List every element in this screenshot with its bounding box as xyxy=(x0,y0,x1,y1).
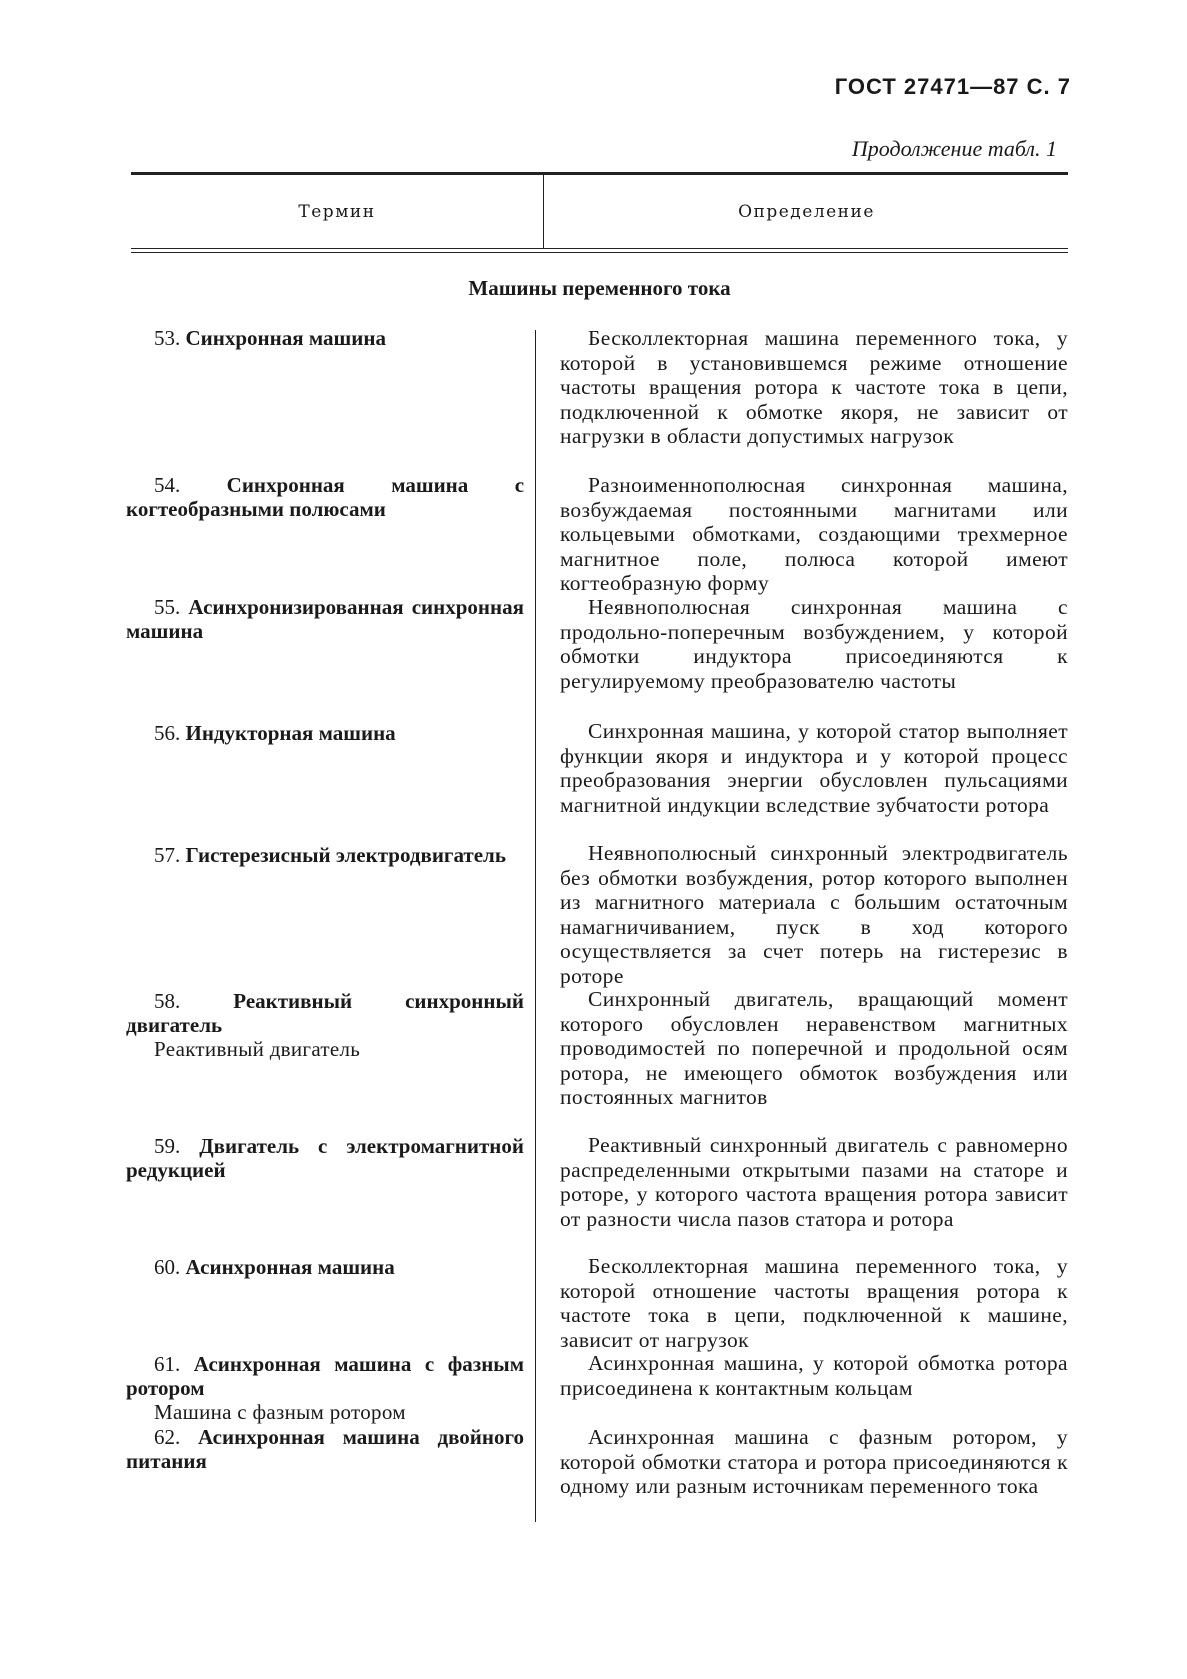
term-cell xyxy=(126,1425,524,1473)
term-number: 62. xyxy=(154,1425,181,1449)
term-number: 58. xyxy=(154,989,181,1013)
term-cell xyxy=(126,1255,524,1279)
definition-text: Бесколлекторная машина переменного тока, у которой в установившемся режиме отношение частоты вращения ротора к частоте тока в цепи, подключенной к обмотке якоря, не зависит от нагрузки в области допустимых нагрузок xyxy=(560,326,1068,449)
table-top-rule xyxy=(131,172,1068,175)
term-cell xyxy=(126,473,524,521)
term-text: Двигатель с электромагнитной редукцией xyxy=(126,1134,524,1182)
term-cell xyxy=(126,843,524,867)
term-number: 56. xyxy=(154,721,181,745)
term-cell xyxy=(126,1352,524,1424)
term-number: 57. xyxy=(154,843,181,867)
term-cell xyxy=(126,595,524,643)
term-text: Асинхронная машина xyxy=(185,1255,395,1279)
term-cell xyxy=(126,326,524,350)
definition-text: Разноименнополюсная синхронная машина, возбуждаемая постоянными магнитами или кольцевыми обмотками, создающими трехмерное магнитное поле, полюса которой имеют когтеобразную форму xyxy=(560,473,1068,596)
term-text: Асинхронная машина с фазным ротором xyxy=(126,1352,524,1400)
definition-text: Асинхронная машина с фазным ротором, у которой обмотки статора и ротора присоединяются к одному или разным источникам переменного тока xyxy=(560,1425,1068,1499)
term-name xyxy=(126,326,524,350)
term-name xyxy=(126,1134,524,1182)
term-text: Асинхронизированная синхронная машина xyxy=(126,595,524,643)
term-name xyxy=(126,989,524,1037)
section-title: Машины переменного тока xyxy=(468,276,731,300)
definition-text: Бесколлекторная машина переменного тока, у которой отношение частоты вращения ротора к частоте тока в цепи, подключенной к машине, зависит от нагрузок xyxy=(560,1254,1068,1352)
term-name xyxy=(126,1255,524,1279)
term-number: 59. xyxy=(154,1134,181,1158)
column-header-term: Термин xyxy=(298,202,376,222)
term-text: Синхронная машина с когтеобразными полюсами xyxy=(126,473,525,521)
term-cell xyxy=(126,721,524,745)
term-name xyxy=(126,1425,524,1473)
term-cell xyxy=(126,989,524,1061)
term-name xyxy=(126,595,524,643)
term-name xyxy=(126,473,524,521)
document-code-page: ГОСТ 27471—87 С. 7 xyxy=(834,74,1071,99)
definition-text: Синхронная машина, у которой статор выполняет функции якоря и индуктора и у которой процесс преобразования энергии обусловлен пульсациями магнитной индукции вследствие зубчатости ротора xyxy=(560,719,1068,817)
table-header-double-rule xyxy=(131,248,1068,253)
term-number: 60. xyxy=(154,1255,181,1279)
term-number: 54. xyxy=(154,473,181,497)
term-text: Гистерезисный электродвигатель xyxy=(185,843,506,867)
term-synonym: Реактивный двигатель xyxy=(154,1037,361,1061)
definition-text: Реактивный синхронный двигатель с равномерно распределенными открытыми пазами на статоре и роторе, у которого частота вращения ротора зависит от разности числа пазов статора и ротора xyxy=(560,1133,1068,1231)
term-text: Асинхронная машина двойного питания xyxy=(126,1425,525,1473)
body-column-divider xyxy=(535,330,536,1522)
table-continuation-note: Продолжение табл. 1 xyxy=(851,136,1057,161)
definition-text: Неявнополюсный синхронный электродвигатель без обмотки возбуждения, ротор которого выполнен из магнитного материала с большим остаточным намагничиванием, пуск в ход которого осуществляется за счет потерь на гистерезис в роторе xyxy=(560,841,1068,988)
term-number: 53. xyxy=(154,326,181,350)
term-synonym: Машина с фазным ротором xyxy=(154,1400,406,1424)
definition-text: Неявнополюсная синхронная машина с продольно-поперечным возбуждением, у которой обмотки индуктора присоединяются к регулируемому преобразователю частоты xyxy=(560,595,1068,693)
term-number: 55. xyxy=(154,595,181,619)
header-column-divider xyxy=(543,175,544,248)
term-number: 61. xyxy=(154,1352,181,1376)
term-name xyxy=(126,843,524,867)
term-text: Реактивный синхронный двигатель xyxy=(126,989,524,1037)
term-name xyxy=(126,1352,524,1400)
term-cell xyxy=(126,1134,524,1182)
term-text: Индукторная машина xyxy=(185,721,396,745)
definition-text: Асинхронная машина, у которой обмотка ротора присоединена к контактным кольцам xyxy=(560,1351,1068,1400)
term-text: Синхронная машина xyxy=(185,326,386,350)
definition-text: Синхронный двигатель, вращающий момент которого обусловлен неравенством магнитных проводимостей по поперечной и продольной осям ротора, не имеющего обмоток возбуждения или постоянных магнитов xyxy=(560,987,1068,1110)
term-name xyxy=(126,721,524,745)
column-header-definition: Определение xyxy=(738,202,875,222)
